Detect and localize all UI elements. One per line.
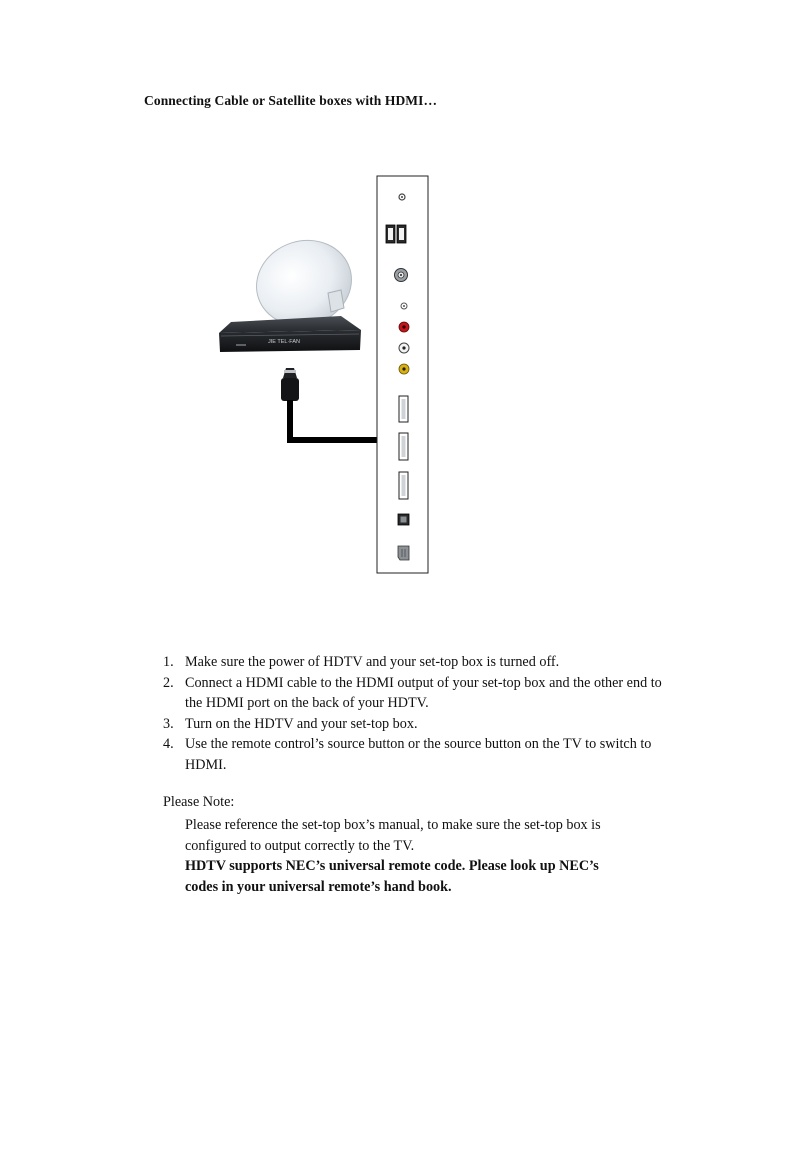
- step-text: Use the remote control’s source button or the source button on the TV to switch to HDMI.: [185, 736, 652, 773]
- instruction-steps: [163, 652, 673, 775]
- hdmi-port-3: [399, 472, 408, 499]
- tv-rear-panel: [377, 176, 428, 573]
- note-bold-line-2: codes in your universal remote’s hand book.: [185, 878, 452, 895]
- step-text: Connect a HDMI cable to the HDMI output of your set-top box and the other end to the HDMI port on the back of your HDTV.: [185, 674, 662, 711]
- step-text: Make sure the power of HDTV and your set-top box is turned off.: [185, 654, 560, 670]
- hdmi-port-1: [399, 396, 408, 422]
- set-top-box: [219, 316, 361, 352]
- step-number: 2.: [163, 674, 174, 691]
- step-item: [163, 714, 673, 735]
- step-item: [163, 734, 673, 775]
- hdmi-cable: [281, 368, 378, 440]
- note-text: Please reference the set-top box’s manual, to make sure the set-top box is configured to output correctly to the TV.: [185, 817, 601, 854]
- note-body: [185, 815, 665, 897]
- note-title: Please Note:: [163, 794, 235, 810]
- page-heading: Connecting Cable or Satellite boxes with HDMI…: [144, 93, 438, 108]
- step-text: Turn on the HDTV and your set-top box.: [185, 715, 418, 732]
- step-number: 3.: [163, 715, 174, 732]
- hdmi-port-2: [399, 433, 408, 460]
- step-number: 4.: [163, 736, 174, 752]
- step-item: [163, 673, 673, 714]
- step-number: 1.: [163, 654, 174, 670]
- box-brand-label: JIE TEL·FAN: [268, 339, 300, 345]
- step-item: [163, 652, 673, 673]
- note-bold-line-1: HDTV supports NEC’s universal remote code. Please look up NEC’s: [185, 858, 599, 874]
